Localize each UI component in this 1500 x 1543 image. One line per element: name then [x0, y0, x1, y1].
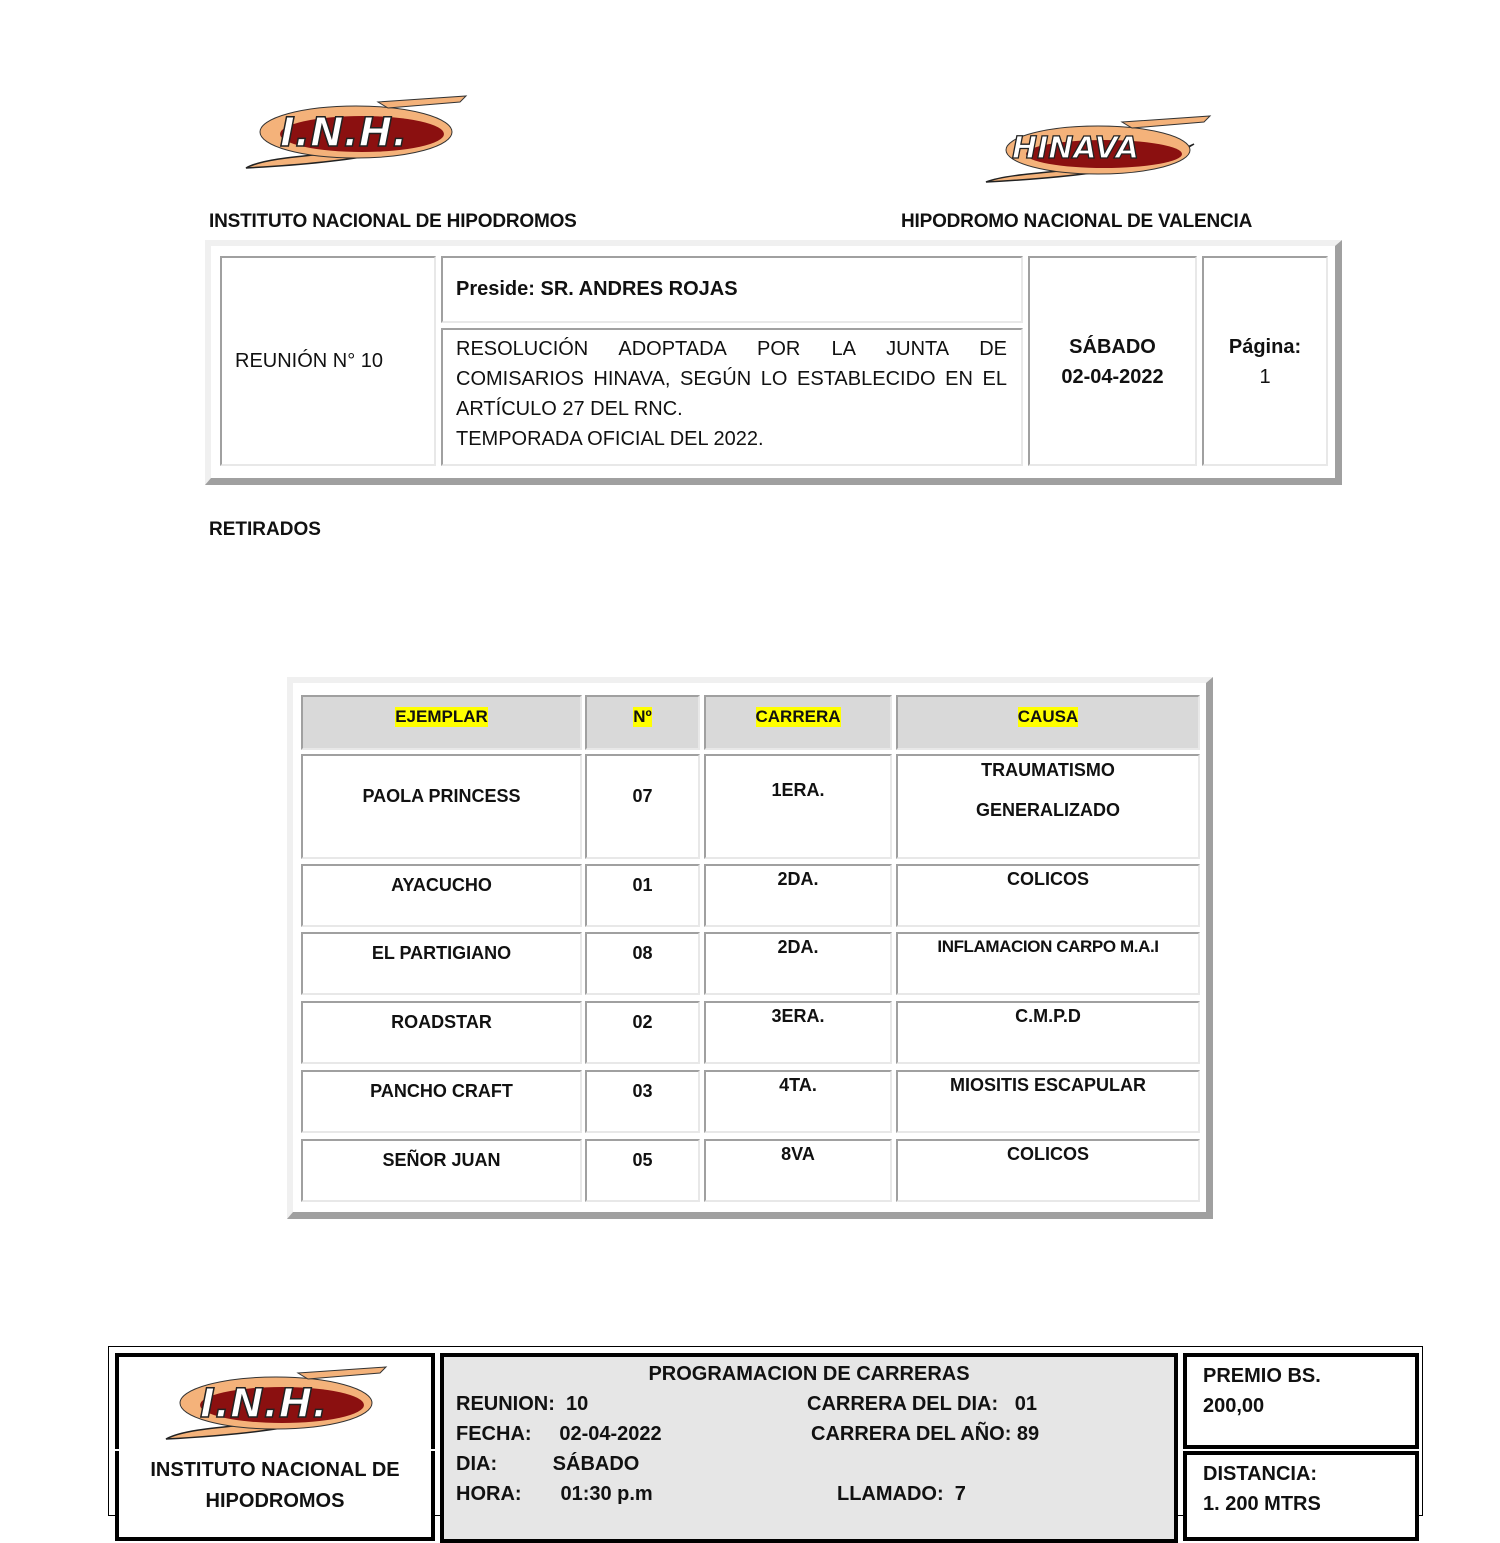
cause: TRAUMATISMO — [981, 760, 1115, 780]
preside-cell — [441, 256, 1023, 323]
program-details-cell — [440, 1353, 1178, 1543]
horse-name: ROADSTAR — [391, 1012, 492, 1032]
horse-name: PAOLA PRINCESS — [362, 786, 521, 806]
reunion-cell — [220, 256, 436, 466]
svg-text:HINAVA: HINAVA — [1012, 131, 1139, 166]
race: 8VA — [781, 1144, 815, 1164]
reunion-number: REUNIÓN N° 10 — [235, 349, 384, 372]
horse-number: 05 — [632, 1150, 653, 1170]
table-row-cell-ejemplar — [301, 754, 582, 859]
race-program-table — [108, 1346, 1423, 1516]
race: 1ERA. — [771, 780, 825, 800]
distancia-value: 1. 200 MTRS — [1203, 1493, 1321, 1515]
premio-label: PREMIO BS. — [1203, 1365, 1321, 1387]
table-row-cell-causa — [896, 1070, 1200, 1133]
inh-logo — [238, 92, 468, 174]
hinava-logo-icon — [982, 112, 1212, 186]
table-row-cell-causa — [896, 932, 1200, 995]
program-carrera-anio: CARRERA DEL AÑO: 89 — [811, 1423, 1040, 1445]
table-row-cell-ejemplar — [301, 932, 582, 995]
org-name-left: INSTITUTO NACIONAL DE HIPODROMOS — [209, 211, 577, 232]
resolution-line: RESOLUCIÓN ADOPTADA POR LA JUNTA DE — [456, 338, 1007, 360]
svg-text:I.N.H.: I.N.H. — [280, 110, 408, 156]
hinava-logo — [982, 112, 1212, 186]
meeting-info-table — [205, 240, 1342, 485]
cause: MIOSITIS ESCAPULAR — [949, 1075, 1146, 1095]
resolution-cell — [441, 328, 1023, 466]
program-org-cell — [115, 1451, 435, 1541]
cause: COLICOS — [1006, 869, 1089, 889]
table-row-cell-numero — [585, 864, 700, 927]
distancia-label: DISTANCIA: — [1203, 1463, 1318, 1485]
table-row-cell-carrera — [704, 754, 892, 859]
table-row-cell-causa — [896, 754, 1200, 859]
column-header-label: CAUSA — [1017, 706, 1079, 726]
column-header-carrera — [704, 695, 892, 750]
table-row-cell-numero — [585, 1001, 700, 1064]
horse-name: SEÑOR JUAN — [382, 1150, 501, 1170]
cause: COLICOS — [1006, 1144, 1089, 1164]
premio-value: 200,00 — [1203, 1395, 1265, 1417]
table-row-cell-numero — [585, 932, 700, 995]
resolution-line: COMISARIOS HINAVA, SEGÚN LO ESTABLECIDO EN EL — [456, 368, 1007, 390]
section-title: RETIRADOS — [209, 519, 321, 540]
date-cell — [1028, 256, 1197, 466]
meeting-date: 02-04-2022 — [1061, 366, 1164, 388]
table-row-cell-causa — [896, 1001, 1200, 1064]
program-logo-cell — [115, 1353, 435, 1449]
race: 4TA. — [779, 1075, 817, 1095]
table-row-cell-ejemplar — [301, 864, 582, 927]
svg-text:I.N.H.: I.N.H. — [200, 1381, 328, 1427]
program-llamado: LLAMADO: 7 — [837, 1483, 966, 1505]
table-row-cell-carrera — [704, 1139, 892, 1202]
retirados-table — [287, 677, 1213, 1219]
page-number: 1 — [1259, 366, 1271, 388]
table-row-cell-numero — [585, 1139, 700, 1202]
program-dia: DIA: SÁBADO — [456, 1453, 640, 1475]
program-fecha: FECHA: 02-04-2022 — [456, 1423, 662, 1445]
race: 2DA. — [777, 869, 819, 889]
horse-number: 03 — [632, 1081, 653, 1101]
inh-logo-icon — [153, 1363, 393, 1445]
program-carrera-dia: CARRERA DEL DIA: 01 — [807, 1393, 1038, 1415]
table-row-cell-carrera — [704, 1001, 892, 1064]
table-row-cell-numero — [585, 1070, 700, 1133]
org-name-right: HIPODROMO NACIONAL DE VALENCIA — [901, 211, 1253, 232]
inh-logo-icon — [238, 92, 468, 174]
cause: C.M.P.D — [1015, 1006, 1081, 1026]
horse-number: 01 — [632, 875, 653, 895]
program-hora: HORA: 01:30 p.m — [456, 1483, 653, 1505]
column-header-ejemplar — [301, 695, 582, 750]
table-row-cell-carrera — [704, 1070, 892, 1133]
program-reunion: REUNION: 10 — [456, 1393, 589, 1415]
table-row-cell-ejemplar — [301, 1070, 582, 1133]
table-row-cell-causa — [896, 864, 1200, 927]
column-header-numero — [585, 695, 700, 750]
table-row-cell-causa — [896, 1139, 1200, 1202]
column-header-causa — [896, 695, 1200, 750]
column-header-label: Nº — [633, 706, 652, 726]
cause: INFLAMACION CARPO M.A.I — [937, 937, 1159, 956]
horse-number: 08 — [632, 943, 653, 963]
resolution-line: TEMPORADA OFICIAL DEL 2022. — [456, 428, 764, 450]
column-header-label: EJEMPLAR — [395, 706, 488, 726]
program-title: PROGRAMACION DE CARRERAS — [648, 1363, 970, 1385]
page-cell — [1202, 256, 1328, 466]
table-row-cell-numero — [585, 754, 700, 859]
program-org-line-2: HIPODROMOS — [205, 1490, 345, 1512]
race: 3ERA. — [771, 1006, 825, 1026]
page-label: Página: — [1228, 336, 1302, 358]
horse-number: 02 — [632, 1012, 653, 1032]
table-row-cell-ejemplar — [301, 1001, 582, 1064]
table-row-cell-ejemplar — [301, 1139, 582, 1202]
program-distancia-cell — [1183, 1451, 1419, 1541]
race: 2DA. — [777, 937, 819, 957]
cause-line-2: GENERALIZADO — [976, 800, 1120, 820]
resolution-line: ARTÍCULO 27 DEL RNC. — [456, 398, 683, 420]
horse-name: AYACUCHO — [391, 875, 492, 895]
horse-name: EL PARTIGIANO — [371, 943, 512, 963]
table-row-cell-carrera — [704, 864, 892, 927]
program-org-line-1: INSTITUTO NACIONAL DE — [150, 1459, 400, 1481]
day-of-week: SÁBADO — [1069, 336, 1156, 358]
table-row-cell-carrera — [704, 932, 892, 995]
program-premio-cell — [1183, 1353, 1419, 1449]
horse-name: PANCHO CRAFT — [370, 1081, 513, 1101]
preside-text: Preside: SR. ANDRES ROJAS — [456, 278, 738, 300]
column-header-label: CARRERA — [755, 706, 841, 726]
horse-number: 07 — [632, 786, 653, 806]
